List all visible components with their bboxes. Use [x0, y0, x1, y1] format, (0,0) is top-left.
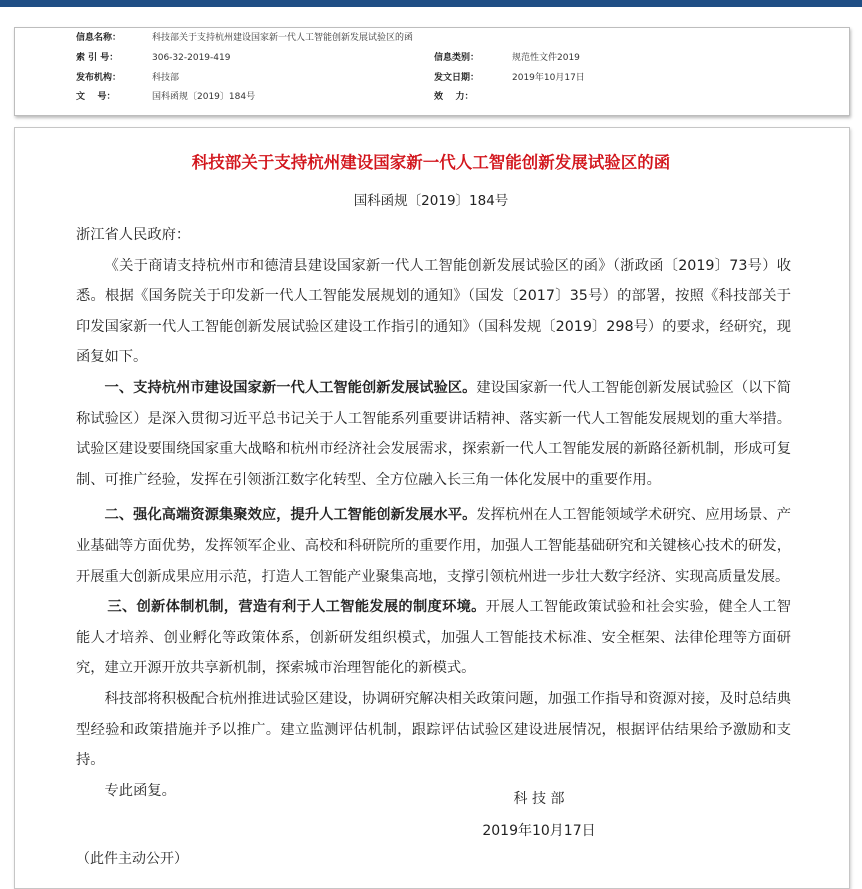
info-index-value: 306-32-2019-419	[152, 53, 231, 63]
paragraph-3-text: 发挥杭州在人工智能领域学术研究、应用场景、产业基础等方面优势，发挥领军企业、高校和科研院所的重要作用，加强人工智能基础研究和关键核心技术的研发，开展重大创新成果应用示范，打造人工智能产业聚集高地，支撑引领杭州进一步壮大数字经济、实现高质量发展。	[76, 507, 792, 585]
info-date-label: 发文日期：	[434, 73, 480, 83]
paragraph-5: 科技部将积极配合杭州推进试验区建设，协调研究解决相关政策问题，加强工作指导和资源对接，及时总结典型经验和政策措施并予以推广。建立监测评估机制，跟踪评估试验区建设进展情况，根据评估结果给予激励和支持。	[76, 690, 791, 769]
info-category-value: 规范性文件2019	[512, 53, 580, 63]
document-body	[76, 220, 791, 806]
signature-date: 2019年10月17日	[482, 823, 596, 839]
info-row-org	[0, 71, 862, 85]
paragraph-4	[76, 592, 791, 684]
paragraph-2-lead: 一、支持杭州市建设国家新一代人工智能创新发展试验区。	[104, 379, 477, 396]
paragraph-1: 《关于商请支持杭州市和德清县建设国家新一代人工智能创新发展试验区的函》（浙政函〔2019〕73号）收悉。根据《国务院关于印发新一代人工智能发展规划的通知》（国发〔2017〕35号）的部署，按照《科技部关于印发国家新一代人工智能创新发展试验区建设工作指引的通知》（国科发规〔2019〕298号）的要求，经研究，现函复如下。	[76, 257, 791, 366]
info-row-index	[0, 51, 862, 65]
paragraph-6: 专此函复。	[104, 782, 176, 799]
disclosure-note: （此件主动公开）	[76, 851, 188, 867]
info-row-name	[0, 31, 862, 45]
info-name-label: 信息名称：	[76, 33, 122, 43]
paragraph-3	[76, 500, 791, 592]
info-validity-label: 效 力：	[434, 92, 474, 102]
paragraph-2	[76, 373, 791, 495]
info-docno-label: 文 号：	[76, 92, 116, 102]
info-index-label: 索 引 号：	[76, 53, 119, 63]
info-docno-value: 国科函规〔2019〕184号	[152, 92, 256, 102]
info-row-docno	[0, 90, 862, 104]
info-name-value: 科技部关于支持杭州建设国家新一代人工智能创新发展试验区的函	[152, 33, 414, 43]
document-title: 科技部关于支持杭州建设国家新一代人工智能创新发展试验区的函	[191, 153, 671, 172]
paragraph-2-text: 建设国家新一代人工智能创新发展试验区（以下简称试验区）是深入贯彻习近平总书记关于人工智能系列重要讲话精神、落实新一代人工智能发展规划的重大举措。试验区建设要围绕国家重大战略和杭州市经济社会发展需求，探索新一代人工智能发展的新路径新机制，形成可复制、可推广经验，发挥在引领浙江数字化转型、全方位融入长三角一体化发展中的重要作用。	[76, 379, 792, 488]
salutation: 浙江省人民政府：	[76, 227, 191, 243]
info-org-label: 发布机构：	[76, 73, 122, 83]
top-header-bar	[0, 0, 862, 7]
document-number: 国科函规〔2019〕184号	[353, 193, 509, 209]
paragraph-4-lead: 三、创新体制机制，营造有利于人工智能发展的制度环境。	[107, 599, 486, 616]
paragraph-4-text: 开展人工智能政策试验和社会实验，健全人工智能人才培养、创业孵化等政策体系，创新研发组织模式，加强人工智能技术标准、安全框架、法律伦理等方面研究，建立开源开放共享新机制，探索城市治理智能化的新模式。	[76, 599, 792, 677]
paragraph-3-lead: 二、强化高端资源集聚效应，提升人工智能创新发展水平。	[104, 507, 477, 524]
info-date-value: 2019年10月17日	[512, 73, 585, 83]
info-org-value: 科技部	[152, 73, 180, 83]
signature: 科 技 部	[513, 791, 565, 807]
info-category-label: 信息类别：	[434, 53, 480, 63]
